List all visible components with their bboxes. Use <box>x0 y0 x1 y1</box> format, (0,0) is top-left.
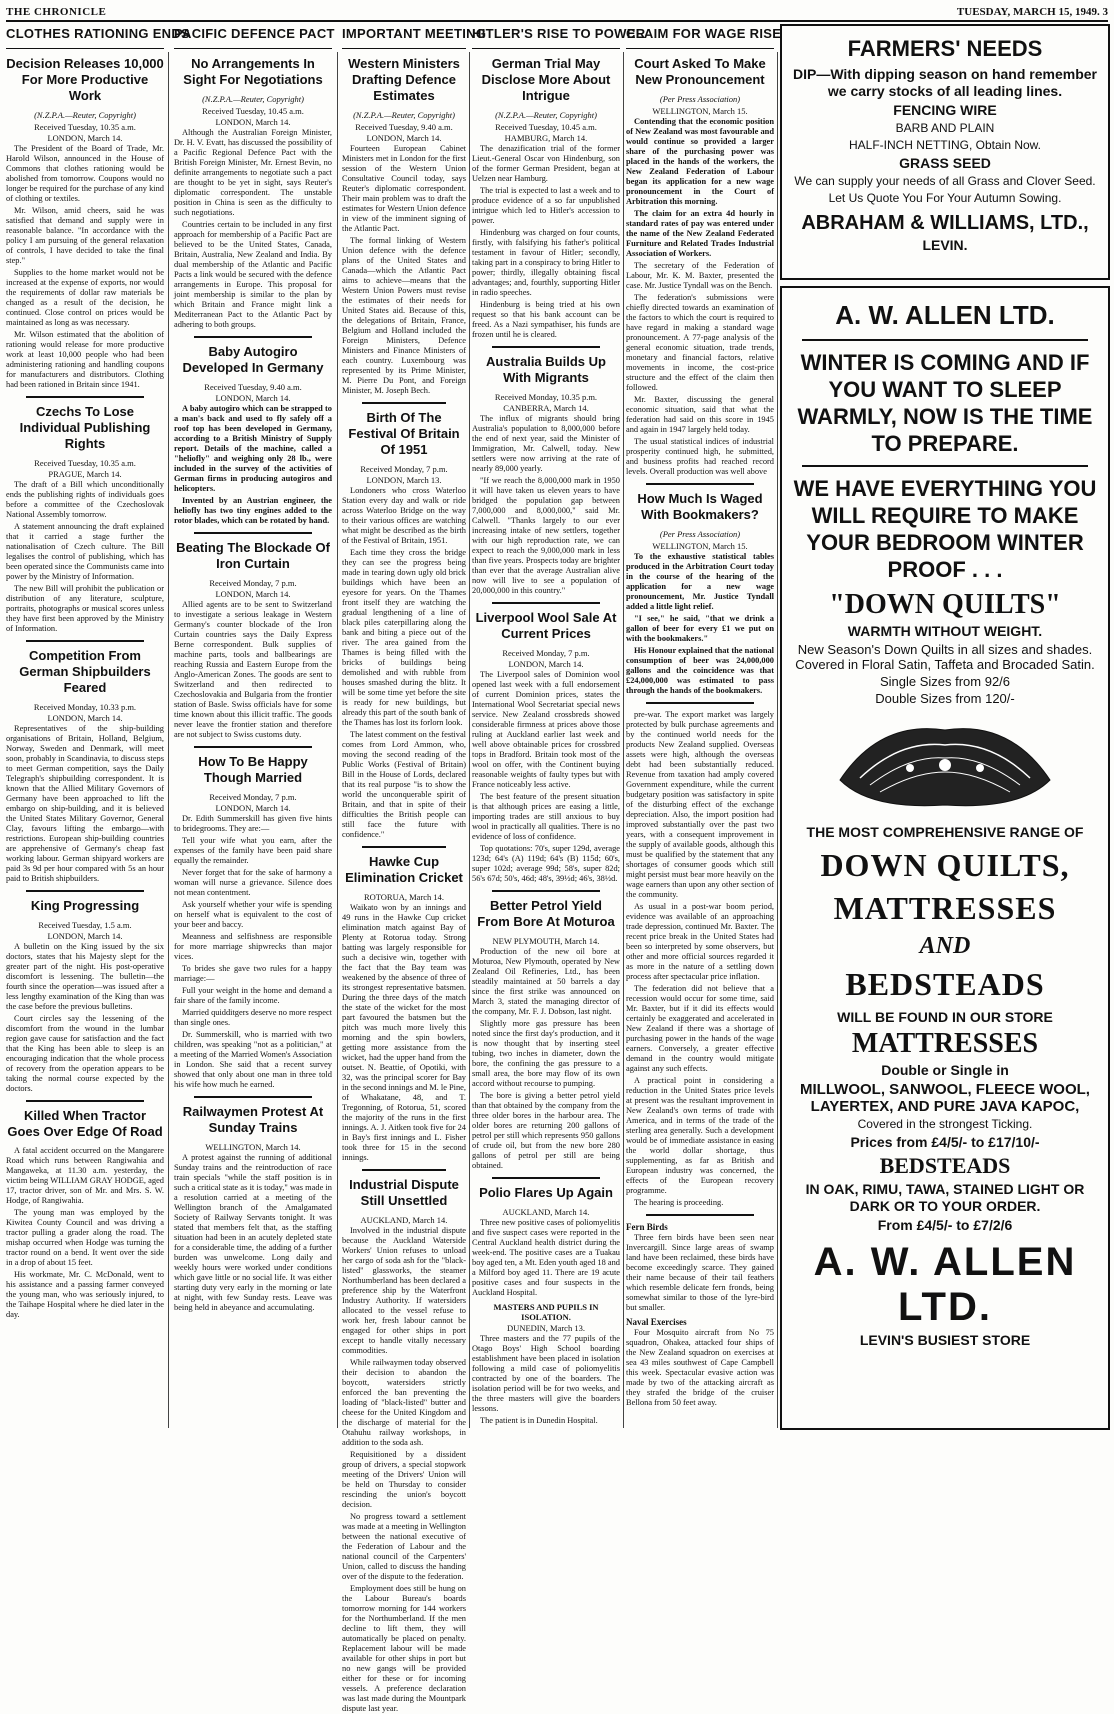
paragraph: The claim for an extra 4d hourly in standard rates of pay was entered under the name of the New Zealand Federated Furniture and Related Trades Industrial Association of Workers. <box>626 209 774 258</box>
paragraph: Married quidditgers deserve no more respect than single ones. <box>174 1008 332 1027</box>
received-line: Received Tuesday, 10.35 a.m. <box>34 458 136 468</box>
paragraph: Employment does still be hung on the Labour Bureau's boards tomorrow morning for 144 workers for the Northumberland. If the men decline to lift them, they will automatically be placed on penalty. Replacement labour will be made available for other ships in port but no new gangs will be provided either for these or for incoming vessels. A preference declaration was last made during the Mountpark dispute last year. <box>342 1584 466 1713</box>
headline: Birth Of The Festival Of Britain Of 1951 <box>348 410 460 457</box>
paragraph: As usual in a post-war boom period, evidence was available of an approaching trade depression, continued Mr. Baxter. The recent price break in the United States had been so interpreted by some observers, but other and more official sources regarded it as more in the nature of a settling down process after spectacular price inflation. <box>626 902 774 981</box>
paragraph: Each time they cross the bridge they can see the progress being made in tearing down ugly old brick buildings which have been an eyesore for years. On the Thames front itself they are watching the gradual lengthening of a line of black piles caterpillaring along the bank and biting a piece out of the river. The area gained from the Thames is being filled with the bricks of buildings being demolished and with rubble from houses smashed during the blitz. It will be some time yet before the site is ready for new buildings, but already this part of the south bank of the Thames has lost its forlorn look. <box>342 548 466 727</box>
subheading: MASTERS AND PUPILS IN ISOLATION. <box>493 1302 599 1322</box>
separator <box>362 1169 446 1171</box>
ad-text: WILL BE FOUND IN OUR STORE <box>837 1009 1053 1025</box>
ad-text: WE HAVE EVERYTHING YOU WILL REQUIRE TO MAKE YOUR BEDROOM WINTER PROOF . . . <box>793 476 1097 582</box>
quilt-illustration-icon <box>820 710 1070 820</box>
received-line: Received Tuesday, 10.35 a.m. <box>34 122 136 132</box>
paragraph: The latest comment on the festival comes from Lord Ammon, who, moving the second reading of the Public Works (Festival of Britain) Bill in the House of Lords, declared that its real purpose "is to show the world the unconquerable spirit of Britain, and that in spite of their difficulties the British people can still face the future with confidence." <box>342 730 466 839</box>
column-rule <box>777 52 778 1428</box>
column-rule <box>623 52 624 1428</box>
dateline: LONDON, March 14. <box>215 589 291 599</box>
paragraph: Never forget that for the sake of harmony a woman will nurse a grievance. Silence does not mean contentment. <box>174 868 332 897</box>
ad-text: From £4/5/- to £7/2/6 <box>877 1217 1013 1233</box>
ad-title: FARMERS' NEEDS <box>847 36 1043 61</box>
headline: Hawke Cup Elimination Cricket <box>345 854 463 885</box>
paragraph: Ask yourself whether your wife is spending on herself what is equivalent to the cost of your beer and baccy. <box>174 900 332 929</box>
dateline: LONDON, March 14. <box>215 803 291 813</box>
paragraph: A statement announcing the draft explained that it carried a stage further the nationalisation of Czech culture. The Bill legalises the control of publishing, which has been operated since the Communists came into power by the Ministry of Information. <box>6 522 164 581</box>
separator <box>362 846 446 848</box>
paragraph: A fatal accident occurred on the Mangarere Road which runs between Rangiwahia and Mangaweka, at 11.30 a.m. yesterday, the victim being WILLIAM GRAY HODGE, aged 17, tractor driver, son of Mr. and Mrs. S. W. Hodge, of Rangiwahia. <box>6 1146 164 1205</box>
ad-text: LEVIN'S BUSIEST STORE <box>859 1332 1031 1348</box>
column-5 <box>626 52 774 1428</box>
dateline: LONDON, March 14. <box>508 659 584 669</box>
paragraph: The federation's submissions were chiefly directed towards an examination of the factors to which the court is required to have regard in making a standard wage pronouncement. A 77-page analysis of the general economic situation, trade trends, monetary and financial factors, relative movements in income, the cost-price structure and the effect of the claim then followed. <box>626 293 774 392</box>
separator <box>194 336 312 338</box>
paragraph: The new Bill will prohibit the publication or distribution of any literature, sculpture, portraits, photographs or musical scores unless they have first been approved by the Ministry of Information. <box>6 584 164 633</box>
ad-text: WARMTH WITHOUT WEIGHT. <box>847 623 1043 639</box>
headline: German Trial May Disclose More About Intrigue <box>481 56 611 103</box>
paragraph: pre-war. The export market was largely protected by bulk purchase agreements and by the continued world needs for the products New Zealand supplied. Overseas assets were high, although the overseas debt had been substantially reduced. Revenue from taxation had amply covered Government expenditure, while the current budgetary position was satisfactory in spite of the disturbing effect of the exchange depreciation. Also, the import position had improved substantially over the past two years, with a consequent improvement in the supply of available goods, although this must be qualified by the statement that any shortages of consumer goods which still might persist must bear more heavily on the wage earners than upon any other section of the community. <box>626 710 774 899</box>
paragraph: Allied agents are to be sent to Switzerland to investigate a serious leakage in Western Germany's counter blockade of the Iron Curtain countries says the Daily Express Berne correspondent. Bulk supplies of machine parts, tools and ballbearings are reaching Russia and Eastern Europe from the Anglo-American Zones. The goods are sent to Switzerland and then redirected to Czechoslovakia and Bulgaria from the frontier station of Basle. Swiss officials have for some time known about this illicit traffic. The goods never leave the frontier station and therefore are not subject to Swiss customs duty. <box>174 600 332 739</box>
separator <box>26 396 144 398</box>
paragraph: No progress toward a settlement was made at a meeting in Wellington between the national executive of the Federation of Labour and the national council of the Carpenters' Union, called to discuss the handing over of the dispute to the federation. <box>342 1512 466 1581</box>
byline: (N.Z.P.A.—Reuter, Copyright) <box>495 110 597 120</box>
paragraph: Three new positive cases of poliomyelitis and five suspect cases were reported in the Central Auckland health district during the week-end. The positive cases are a Tuakau boy aged ten, a Mt. Eden youth aged 18 and a Milford boy aged 11. There are 19 acute positive cases and four suspects in the Auckland Hospital. <box>472 1218 620 1297</box>
ad-text: AND <box>919 933 971 959</box>
ad-text: DOWN QUILTS, <box>820 847 1070 883</box>
headline: Killed When Tractor Goes Over Edge Of Road <box>7 1108 163 1139</box>
byline: (Per Press Association) <box>659 529 741 539</box>
ad-text: GRASS SEED <box>899 155 991 171</box>
paragraph: The Liverpool sales of Dominion wool opened last week with a full endorsement of current Dominion prices, states the International Wool Secretariat special news service. New Zealand crossbreds showed considerable firmness at prices above those ruling at Auckland earlier last week and well above obtainable prices for crossbred tops in Bradford. Britain took most of the wool on offer, with the Continent buying reasonable weights of faulty types but with France noticeably less active. <box>472 670 620 789</box>
paragraph: Londoners who cross Waterloo Station every day and walk or ride across Waterloo Bridge on the way to their various offices are watching what might be described as the birth of the Festival of Britain, 1951. <box>342 486 466 545</box>
paragraph: Supplies to the home market would not be increased at the expense of exports, nor would the requirements of dollar raw materials be changed as a result of the decision, he continued. Close control on prices would be maintained as long as was necessary. <box>6 268 164 327</box>
paragraph: Hindenburg was charged on four counts, firstly, with falsifying his father's political testament in favour of Hitler; secondly, taking part in a conspiracy to bring Hitler to power; thirdly, illegally obtaining fiscal advantages; and, fourthly, supporting Hitler in radio speeches. <box>472 228 620 297</box>
byline: (N.Z.P.A.—Reuter, Copyright) <box>353 110 455 120</box>
dateline: LONDON, March 14. <box>47 133 123 143</box>
allen-ltd-ad <box>780 286 1110 1430</box>
separator <box>194 1096 312 1098</box>
dateline: NEW PLYMOUTH, March 14. <box>492 936 600 946</box>
paragraph: The young man was employed by the Kiwitea County Council and was driving a tractor pulling a grader along the road. The mishap occurred when Hodge was turning the tractor round on a bend. It went over the side in a drop of about 15 feet. <box>6 1208 164 1267</box>
paragraph: The patient is in Dunedin Hospital. <box>480 1416 598 1425</box>
separator <box>26 1100 144 1102</box>
separator <box>194 532 312 534</box>
dateline: AUCKLAND, March 14. <box>360 1215 448 1225</box>
paragraph: Representatives of the ship-building organisations of Britain, Holland, Belgium, Norway, Sweden and Denmark, will meet soon, probably in Scandinavia, to discuss steps to meet German competition, says the Daily Telegraph's shipbuilding correspondent. It is known that the Allied Military Governors of Germany have been approached to lift the embargo on ship-building, and it is believed the United States Military Governor, General Clay, favours lifting the embargo—with restrictions. European ship-building countries are apprehensive of Germany's cheap fast working labour. German shipyard workers are paid 3s 9d per hour compared with 5s an hour paid to British shipbuilders. <box>6 724 164 883</box>
paragraph: Contending that the economic position of New Zealand was most favourable and would continue so provided a larger share of the purchasing power was placed in the hands of the workers, the New Zealand Federation of Labour began its application for a new wage pronouncement in the Court of Arbitration this morning. <box>626 117 774 206</box>
subheading: Fern Birds <box>626 1222 668 1232</box>
paragraph: Involved in the industrial dispute because the Auckland Waterside Workers' Union refuses to unload her cargo of soda ash for the "black-listed" glassworks, the steamer Northumberland has been declared a preference ship by the Waterfront Industry Authority. If watersiders allocated to the vessel refuse to work her, fresh labour cannot be engaged for other ships in port except to handle vitally necessary commodities. <box>342 1226 466 1355</box>
dateline: WELLINGTON, March 14. <box>205 1142 301 1152</box>
received-line: Received Monday, 7 p.m. <box>209 578 297 588</box>
ad-text: BEDSTEADS <box>845 966 1045 1002</box>
byline: (N.Z.P.A.—Reuter, Copyright) <box>202 94 304 104</box>
dateline: LONDON, March 14. <box>366 133 442 143</box>
paragraph: To the exhaustive statistical tables produced in the Arbitration Court today in the course of the hearing of the application for a new wage pronouncement, Mr. Justice Tyndall added a little light relief. <box>626 552 774 611</box>
column-1 <box>6 52 164 1428</box>
ad-text: FENCING WIRE <box>893 102 997 118</box>
paper-name: THE CHRONICLE <box>6 6 107 18</box>
paragraph: Mr. Wilson estimated that the abolition of rationing would release for more productive work at least 10,000 people who had been administering rationing and handling coupons for manufacturers and distributors. Clothing had been rationed in Britain since 1941. <box>6 330 164 389</box>
ad-text: THE MOST COMPREHENSIVE RANGE OF <box>806 824 1084 840</box>
headline: Western Ministers Drafting Defence Estimates <box>348 56 460 103</box>
byline: (N.Z.P.A.—Reuter, Copyright) <box>34 110 136 120</box>
dateline: DUNEDIN, March 13. <box>507 1323 585 1333</box>
paragraph: Meanness and selfishness are responsible for more marriage shipwrecks than major vices. <box>174 932 332 961</box>
headline: Australia Builds Up With Migrants <box>486 354 606 385</box>
paragraph: Although the Australian Foreign Minister, Dr. H. V. Evatt, has discussed the possibility of a Pacific Regional Defence Pact with the British Foreign Minister, Mr. Ernest Bevin, no definite arrangements to negotiate such a pact are thought to be yet in sight, says Reuter's diplomatic correspondent. The unstable position in China is seen as the difficulty to such negotiations. <box>174 128 332 217</box>
headline: King Progressing <box>30 898 140 913</box>
received-line: Received Monday, 10.35 p.m. <box>494 392 598 402</box>
paragraph: His workmate, Mr. C. McDonald, went to his assistance and a passing farmer conveyed the young man, who was seriously injured, to the Taihape Hospital where he died later in the day. <box>6 1270 164 1319</box>
paragraph: While railwaymen today observed their decision to abandon the boycott, watersiders strictly enforced the ban preventing the loading of "black-listed" butter and cheese for the United Kingdom and the discharge of material for the Otahuhu railway workshops, in addition to the soda ash. <box>342 1358 466 1447</box>
ad-text: Let Us Quote You For Your Autumn Sowing. <box>828 191 1062 205</box>
paragraph: Requisitioned by a dissident group of drivers, a special stopwork meeting of the Drivers' Union will be held on Thursday to consider rescinding the union's boycott decision. <box>342 1450 466 1509</box>
received-line: Received Monday, 7 p.m. <box>209 792 297 802</box>
separator <box>646 702 754 704</box>
kicker-pacific: PACIFIC DEFENCE PACT <box>174 20 332 49</box>
column-rule <box>337 52 338 1428</box>
dateline: WELLINGTON, March 15. <box>652 541 748 551</box>
ad-firm-name: ABRAHAM & WILLIAMS, LTD., <box>801 212 1089 234</box>
ad-firm-name: A. W. ALLEN LTD. <box>835 300 1055 330</box>
headline: Decision Releases 10,000 For More Productive Work <box>6 56 164 103</box>
received-line: Received Monday, 10.33 p.m. <box>33 702 137 712</box>
headline: Better Petrol Yield From Bore At Moturoa <box>477 898 615 929</box>
received-line: Received Tuesday, 10.45 a.m. <box>202 106 304 116</box>
headline: How To Be Happy Though Married <box>198 754 308 785</box>
headline: Liverpool Wool Sale At Current Prices <box>475 610 617 641</box>
separator <box>646 483 754 485</box>
paragraph: The best feature of the present situation is that although prices are easing a little, importing trades are still anxious to buy wool in practically all qualities. There is no evidence of loss of confidence. <box>472 792 620 841</box>
paragraph: Full your weight in the home and demand a fair share of the family income. <box>174 986 332 1005</box>
byline: (Per Press Association) <box>659 94 741 104</box>
paragraph: The hearing is proceeding. <box>634 1198 724 1207</box>
dateline: LONDON, March 13. <box>366 475 442 485</box>
separator <box>492 346 600 348</box>
paragraph: The usual statistical indices of industrial prosperity continued high, he submitted, and business profits had reached record levels. Overall production was well above <box>626 437 774 476</box>
ad-text: "DOWN QUILTS" <box>829 589 1061 620</box>
headline: Industrial Dispute Still Unsettled <box>349 1177 459 1208</box>
dateline: LONDON, March 14. <box>215 117 291 127</box>
dateline: LONDON, March 14. <box>215 393 291 403</box>
received-line: Received Monday, 7 p.m. <box>360 464 448 474</box>
paragraph: The formal linking of Western Union defence with the defence plans of the United States and Canada—which the Atlantic Pact aims to achieve—means that the Western Union Powers must revise the estimates of their needs for United States aid. Because of this, the delegations of Britain, France, Belgium and Holland included the Foreign Ministers, Defence Ministers and Finance Ministers of each country. Luxembourg was represented by its Prime Minister, M. Pierre Du Pont, and Foreign Minister, M. Joseph Bech. <box>342 236 466 395</box>
dateline: WELLINGTON, March 15. <box>652 106 748 116</box>
paragraph: "If we reach the 8,000,000 mark in 1950 it will have taken us eleven years to have bridged the population gap between 7,000,000 and 8,000,000," said Mr. Calwell. "Thanks largely to our ever increasing intake of new settlers, together with our high reproduction rate, we can expect to reach the 9,000,000 mark in less than five years. Prospects today are brighter than ever that the average Australian alive now will live to see a population of 20,000,000 in this country." <box>472 476 620 595</box>
paragraph: Court circles say the lessening of the discomfort from the wound in the lumbar region gave cause for satisfaction and the fact that the King has been able to sleep is an encouraging indication that the whole process of recovery from the operation appears to be taking the normal course expected by the doctors. <box>6 1014 164 1093</box>
ad-text: Prices from £4/5/- to £17/10/- <box>850 1134 1040 1150</box>
separator <box>646 1214 754 1216</box>
headline: Court Asked To Make New Pronouncement <box>634 56 766 87</box>
received-line: Received Tuesday, 1.5 a.m. <box>38 920 132 930</box>
separator <box>492 1177 600 1179</box>
ad-text: BARB AND PLAIN <box>895 121 995 135</box>
ad-text: WINTER IS COMING AND IF YOU WANT TO SLEEP WARMLY, NOW IS THE TIME TO PREPARE. <box>797 350 1093 456</box>
paragraph: A bulletin on the King issued by the six doctors, states that his Majesty slept for the greater part of the night. His post-operative discomfort is lessening. The bulletin—the fourth since the operation—was issued after a less lengthy examination of the King than was the case before the previous bulletins. <box>6 942 164 1011</box>
kicker-hitler: HITLER'S RISE TO POWER <box>472 20 620 49</box>
headline: Railwaymen Protest At Sunday Trains <box>182 1104 324 1135</box>
paragraph: The draft of a Bill which unconditionally ends the publishing rights of individuals goes before a committee of the Czechoslovak National Assembly tomorrow. <box>6 480 164 519</box>
paragraph: Dr. Edith Summerskill has given five hints to bridegrooms. They are:— <box>174 814 332 833</box>
paragraph: A practical point in considering a reduction in the United States price levels at present was the resultant improvement in New Zealand's own terms of trade with America, and in terms of the trade of the sterling area generally. Such a development would be of immediate assistance in easing the world dollar shortage, thus supplementing, as far as British and European industry was concerned, the effects of the European recovery programme. <box>626 1076 774 1195</box>
paragraph: The bore is giving a better petrol yield than that obtained by the company from the three older bores in the harbour area. The older bores are returning 200 gallons of petrol per still which represents 950 gallons of crude oil, but from the new bore 280 gallons of petrol per still are being obtained. <box>472 1091 620 1170</box>
column-2 <box>174 52 332 1428</box>
paragraph: The federation did not believe that a recession would occur for some time, said Mr. Baxter, but if it did its effects would certainly be exaggerated and accelerated in New Zealand if there was a shortage of purchasing power in the hands of the wage earners. Conversely, a greater effective demand in the country would mitigate against any such effects. <box>626 984 774 1073</box>
column-rule <box>469 52 470 1428</box>
dateline: AUCKLAND, March 14. <box>502 1207 590 1217</box>
ad-text: New Season's Down Quilts in all sizes and shades. Covered in Floral Satin, Taffeta and Brocaded Satin. <box>795 642 1095 672</box>
dateline: LONDON, March 14. <box>47 931 123 941</box>
subheading: Naval Exercises <box>626 1317 687 1327</box>
paragraph: The influx of migrants should bring Australia's population to 8,000,000 before the end of next year, said the Minister of Immigration, Mr. Calwell, today. New settlers were now arriving at the rate of nearly 89,000 yearly. <box>472 414 620 473</box>
separator <box>492 890 600 892</box>
paragraph: Invented by an Austrian engineer, the heliofly has two tiny engines added to the rotor blades, which can be rotated by hand. <box>174 496 332 525</box>
headline: Czechs To Lose Individual Publishing Rights <box>19 404 151 451</box>
ad-text: MILLWOOL, SANWOOL, FLEECE WOOL, LAYERTEX, AND PURE JAVA KAPOC, <box>800 1081 1090 1115</box>
headline: Polio Flares Up Again <box>479 1185 613 1200</box>
paragraph: Three fern birds have been seen near Invercargill. Since large areas of swamp land have been reclaimed, these birds have become exceedingly scarce. They gained their name because of their tail feathers which resemble delicate fern fronds, being somewhat similar to those of the lyre-bird but smaller. <box>626 1233 774 1312</box>
paragraph: Hindenburg is being tried at his own request so that his bank account can be freed. As a Nazi sympathiser, his funds are frozen until he is cleared. <box>472 300 620 339</box>
ad-divider <box>802 339 1088 341</box>
paragraph: Fourteen European Cabinet Ministers met in London for the first session of the Western Union Consultative Council today, says Reuter's diplomatic correspondent. Their main problem was to draft the estimates for Western Union defence in view of the imminent signing of the Atlantic Pact. <box>342 144 466 233</box>
ad-text: We can supply your needs of all Grass and Clover Seed. <box>794 174 1096 188</box>
paragraph: Countries certain to be included in any first approach for membership of a Pacific Pact are believed to be the United States, Canada, Britain, Australia, New Zealand and India. By dual membership of the Atlantic and Pacific Pacts a link would be secured with the defence arrangements in Europe. This proposal for joint membership is similar to the plan by which Britain and France might link a Mediterranean Pact to the Atlantic Pact by adhering to both groups. <box>174 220 332 329</box>
ad-text: Double Sizes from 120/- <box>875 691 1015 706</box>
headline: Competition From German Shipbuilders Feared <box>19 648 151 695</box>
paragraph: Mr. Baxter, discussing the general economic situation, said that what the federation had said on this score in 1945 and again in 1947 largely held today. <box>626 395 774 434</box>
kicker-meeting: IMPORTANT MEETING <box>342 20 466 49</box>
headline: Beating The Blockade Of Iron Curtain <box>176 540 330 571</box>
separator <box>194 746 312 748</box>
dateline: ROTORUA, March 14. <box>363 892 445 902</box>
paragraph: The trial is expected to last a week and to produce evidence of a so far unpublished intrigue which led to Hitler's accession to power. <box>472 186 620 225</box>
ad-text: HALF-INCH NETTING, Obtain Now. <box>848 138 1042 152</box>
separator <box>26 890 144 892</box>
dateline: PRAGUE, March 14. <box>48 469 122 479</box>
paragraph: Waikato won by an innings and 49 runs in the Hawke Cup cricket elimination match against Bay of Plenty at Rotorua today. Strong batting was largely responsible for such a decisive win, together with the fact that the Bay team was weakened by the absence of three of its strongest representative batsmen. During the three days of the match the state of the wicket for the most part favoured the batsmen but the pitch was much more lively this morning and the spin bowlers, getting more assistance from the wicket, had the upper hand from the outset. N. Beattie, of Opotiki, with 32, was the principal scorer for Bay in the second innings and M. le Pine, of Whakatane, 48, and T. Tregonning, of Rotorua, 51, scored the majority of the runs in the first innings. A. J. Aitken took five for 24 in Bay's first innings and L. Fisher took three for 15 in the second innings. <box>342 903 466 1162</box>
ad-text: BEDSTEADS <box>879 1153 1011 1178</box>
column-3 <box>342 52 466 1713</box>
separator <box>492 602 600 604</box>
paragraph: The President of the Board of Trade, Mr. Harold Wilson, announced in the House of Commons that clothes rationing would be abolished from tomorrow. Coupons would no longer be required for the purchase of any kind of clothing or textiles. <box>6 144 164 203</box>
received-line: Received Tuesday, 10.45 a.m. <box>495 122 597 132</box>
ad-text: IN OAK, RIMU, TAWA, STAINED LIGHT OR DARK OR TO YOUR ORDER. <box>805 1181 1085 1214</box>
ad-text: Covered in the strongest Ticking. <box>857 1117 1033 1131</box>
paragraph: A protest against the running of additional Sunday trains and the reintroduction of race train specials "while the staff position is in such a critical state as it is today," was made in a resolution carried at a meeting of the Wellington branch of the Amalgamated Society of Railway Servants tonight. It was stated that members felt that, as the staffing situation had been in an acutely depleted state for a considerable time, the adding of a further burden was unwelcome. Long daily and weekly hours were worked under conditions which gave little or no social life. It was either starting duty very early in the morning or late at night, with few Sunday rests. Leave was being held in abeyance and accumulating. <box>174 1153 332 1312</box>
dateline: CANBERRA, March 14. <box>503 403 589 413</box>
paragraph: Production of the new oil bore at Moturoa, New Plymouth, operated by New Zealand Oil Refineries, Ltd., has been steadily maintained at 50 barrels a day since the first strike was announced on March 3, stated the managing director of the company, Mr. F. J. Dobson, last night. <box>472 947 620 1016</box>
farmers-needs-ad <box>780 24 1110 280</box>
column-rule <box>168 52 169 1428</box>
ad-town: LEVIN. <box>922 237 968 253</box>
paragraph: Top quotations: 70's, super 129d, average 123d; 64's (A) 119d; 64's (B) 115d; 60's, super 102d; average 99d; 58's, super 82d; 56's 67d; 50's, 46d; 48's, 39½d; 46's, 38½d. <box>472 844 620 883</box>
headline: How Much Is Waged With Bookmakers? <box>637 491 763 522</box>
paragraph: Slightly more gas pressure has been noted since the first day's production, and it is now thought that by inserting steel tubing, two inches in diameter, down the bore, the confining the gas pressure to a small area, the bore may flow of its own accord without recourse to pumping. <box>472 1019 620 1088</box>
dateline: LONDON, March 14. <box>47 713 123 723</box>
paragraph: The denazification trial of the former Lieut.-General Oscar von Hindenburg, son of the former German President, began at Uelzen near Hamburg. <box>472 144 620 183</box>
ad-text: Double or Single in <box>881 1062 1009 1078</box>
paragraph: Dr. Summerskill, who is married with two children, was speaking "not as a politician," at a meeting of the Married Women's Association in London. She said that a recent survey showed that only about one man in three told his wife how much he earned. <box>174 1030 332 1089</box>
paragraph: "I see," he said, "that we drink a gallon of beer for every £1 we put on with the bookmakers." <box>626 614 774 643</box>
paragraph: His Honour explained that the national consumption of beer was 24,000,000 gallons and the coincidence was that £24,000,000 was estimated to pass through the hands of the bookmakers. <box>626 646 774 695</box>
issue-date: TUESDAY, MARCH 15, 1949. 3 <box>956 6 1108 18</box>
column-4 <box>472 52 620 1428</box>
kicker-wage: CLAIM FOR WAGE RISE <box>626 20 774 49</box>
ad-text: DIP—With dipping season on hand remember we carry stocks of all leading lines. <box>792 66 1097 99</box>
paragraph: A baby autogiro which can be strapped to a man's back and used to fly safely off a roof top has been developed in Germany, according to a British Ministry of Supply report. Details of the machine, called a "heliofly" and weighing only 28 lb., were included in the survey of the activities of German firms in producing autogiros and helicopters. <box>174 404 332 493</box>
ad-brand: A. W. ALLEN LTD. <box>813 1240 1077 1329</box>
paragraph: Four Mosquito aircraft from No 75 squadron, Ohakea, attacked four ships of the New Zealand squadron on exercises at sea 43 miles southwest of Cape Campbell this week. Spectacular evasive action was made by two of the attacking aircraft as they strafed the bridge of the cruiser Bellona from 50 feet away. <box>626 1328 774 1407</box>
paragraph: Three masters and the 77 pupils of the Otago Boys' High School boarding establishment have been placed in isolation following a mild case of poliomyelitis contracted by one of the boarders. The isolation period will be for two weeks, and the three masters will give the boarders lessons. <box>472 1334 620 1413</box>
paragraph: To brides she gave two rules for a happy marriage:— <box>174 964 332 983</box>
received-line: Received Tuesday, 9.40 a.m. <box>355 122 453 132</box>
received-line: Received Tuesday, 9.40 a.m. <box>204 382 302 392</box>
headline: Baby Autogiro Developed In Germany <box>182 344 324 375</box>
paragraph: Mr. Wilson, amid cheers, said he was satisfied that demand and supply were in reasonable balance. "In accordance with the policy I am pursuing of the general relaxation of controls, I have decided to take the final step." <box>6 206 164 265</box>
paragraph: Tell your wife what you earn, after the expenses of the family have been paid share equally the remainder. <box>174 836 332 865</box>
paragraph: The secretary of the Federation of Labour, Mr. K. M. Baxter, presented the case. Mr. Justice Tyndall was on the Bench. <box>626 261 774 290</box>
dateline: HAMBURG, March 14. <box>504 133 588 143</box>
separator <box>26 640 144 642</box>
separator <box>362 402 446 404</box>
received-line: Received Monday, 7 p.m. <box>502 648 590 658</box>
kicker-clothes: CLOTHES RATIONING ENDS <box>6 20 164 49</box>
ad-text: MATTRESSES <box>833 890 1057 926</box>
ad-text: Single Sizes from 92/6 <box>879 674 1011 689</box>
ad-text: MATTRESSES <box>851 1028 1039 1059</box>
ad-divider <box>802 465 1088 467</box>
headline: No Arrangements In Sight For Negotiations <box>183 56 323 87</box>
